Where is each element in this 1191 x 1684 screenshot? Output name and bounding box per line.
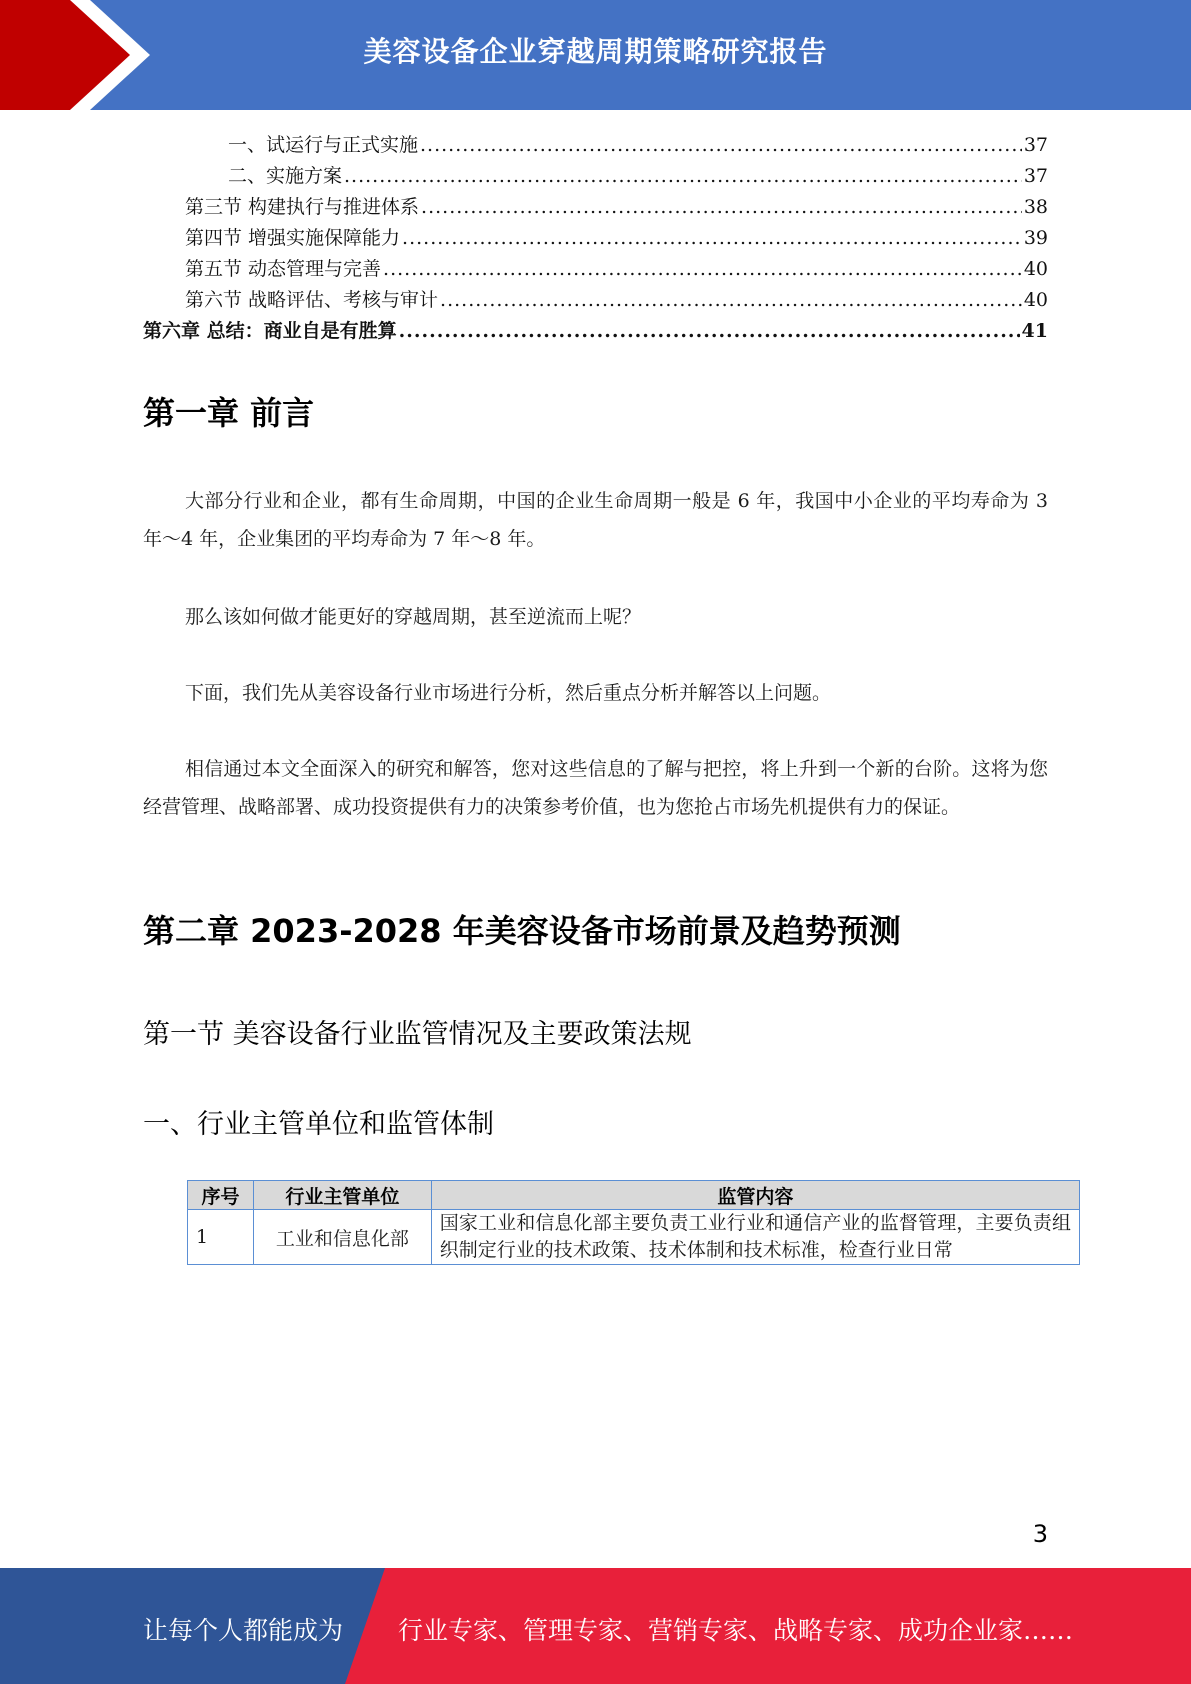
toc-entry-label: 第三节 构建执行与推进体系 [185,196,420,218]
chapter-2-heading: 第二章 2023-2028 年美容设备市场前景及趋势预测 [143,912,901,950]
toc-entry[interactable] [143,223,1048,254]
toc-entry-page: 41 [1021,320,1048,342]
table-header-unit: 行业主管单位 [253,1181,431,1210]
chapter-1-paragraph: 那么该如何做才能更好的穿越周期，甚至逆流而上呢？ [185,606,642,628]
chapter-1-paragraph: 下面，我们先从美容设备行业市场进行分析，然后重点分析并解答以上问题。 [185,682,832,704]
footer-slogan-right: 行业专家、管理专家、营销专家、战略专家、成功企业家…… [398,1616,1074,1645]
report-title: 美容设备企业穿越周期策略研究报告 [363,35,828,68]
table-header-content: 监管内容 [431,1181,1079,1210]
table-cell-no: 1 [188,1210,254,1265]
page-number: 3 [1032,1520,1048,1548]
toc-dot-leader [440,285,1022,316]
toc-entry-chapter[interactable] [143,316,1048,347]
toc-entry-page: 40 [1023,289,1048,311]
toc-entry-label: 二、实施方案 [228,165,343,187]
chapter-1-heading: 第一章 前言 [143,394,315,432]
toc-entry-page: 37 [1023,134,1048,156]
toc-entry-page: 40 [1023,258,1048,280]
chapter-1-paragraph: 大部分行业和企业，都有生命周期，中国的企业生命周期一般是 6 年，我国中小企业的平均寿命为 3 年～4 年，企业集团的平均寿命为 7 年～8 年。 [143,490,1048,550]
table-cell-content-text: 国家工业和信息化部主要负责工业行业和通信产业的监督管理，主要负责组织制定行业的技术政策、技术体制和技术标准，检查行业日常 [439,1212,1071,1261]
chapter-1-paragraph: 相信通过本文全面深入的研究和解答，您对这些信息的了解与把控，将上升到一个新的台阶。这将为您经营管理、战略部署、成功投资提供有力的决策参考价值，也为您抢占市场先机提供有力的保证。 [143,758,1048,818]
toc-dot-leader [402,223,1022,254]
toc-dot-leader [344,161,1022,192]
toc-dot-leader [421,192,1022,223]
toc-entry-label: 第六节 战略评估、考核与审计 [185,289,439,311]
toc-entry[interactable] [143,285,1048,316]
toc-entry-label: 第四节 增强实施保障能力 [185,227,401,249]
table-row [188,1210,1080,1265]
toc-entry-label: 第六章 总结：商业自是有胜算 [143,320,397,342]
toc-entry[interactable] [143,192,1048,223]
toc-dot-leader [399,316,1020,347]
section-1-heading: 第一节 美容设备行业监管情况及主要政策法规 [143,1019,692,1050]
footer-slogan-left: 让每个人都能成为 [143,1616,344,1645]
table-header-no: 序号 [188,1181,254,1210]
toc-entry-page: 39 [1023,227,1048,249]
toc-entry-label: 第五节 动态管理与完善 [185,258,382,280]
header-title-wrap [0,30,1191,70]
toc-entry[interactable] [143,161,1048,192]
toc-entry[interactable] [143,254,1048,285]
toc-entry-label: 一、试运行与正式实施 [228,134,419,156]
toc-entry[interactable] [143,130,1048,161]
subsection-1-heading: 一、行业主管单位和监管体制 [143,1109,494,1140]
toc-dot-leader [383,254,1022,285]
toc-entry-page: 38 [1023,196,1048,218]
regulation-table [187,1180,1080,1265]
table-cell-content [431,1210,1079,1265]
table-of-contents [143,130,1048,347]
table-cell-unit: 工业和信息化部 [253,1210,431,1265]
table-header-row [188,1181,1080,1210]
toc-dot-leader [420,130,1022,161]
toc-entry-page: 37 [1023,165,1048,187]
